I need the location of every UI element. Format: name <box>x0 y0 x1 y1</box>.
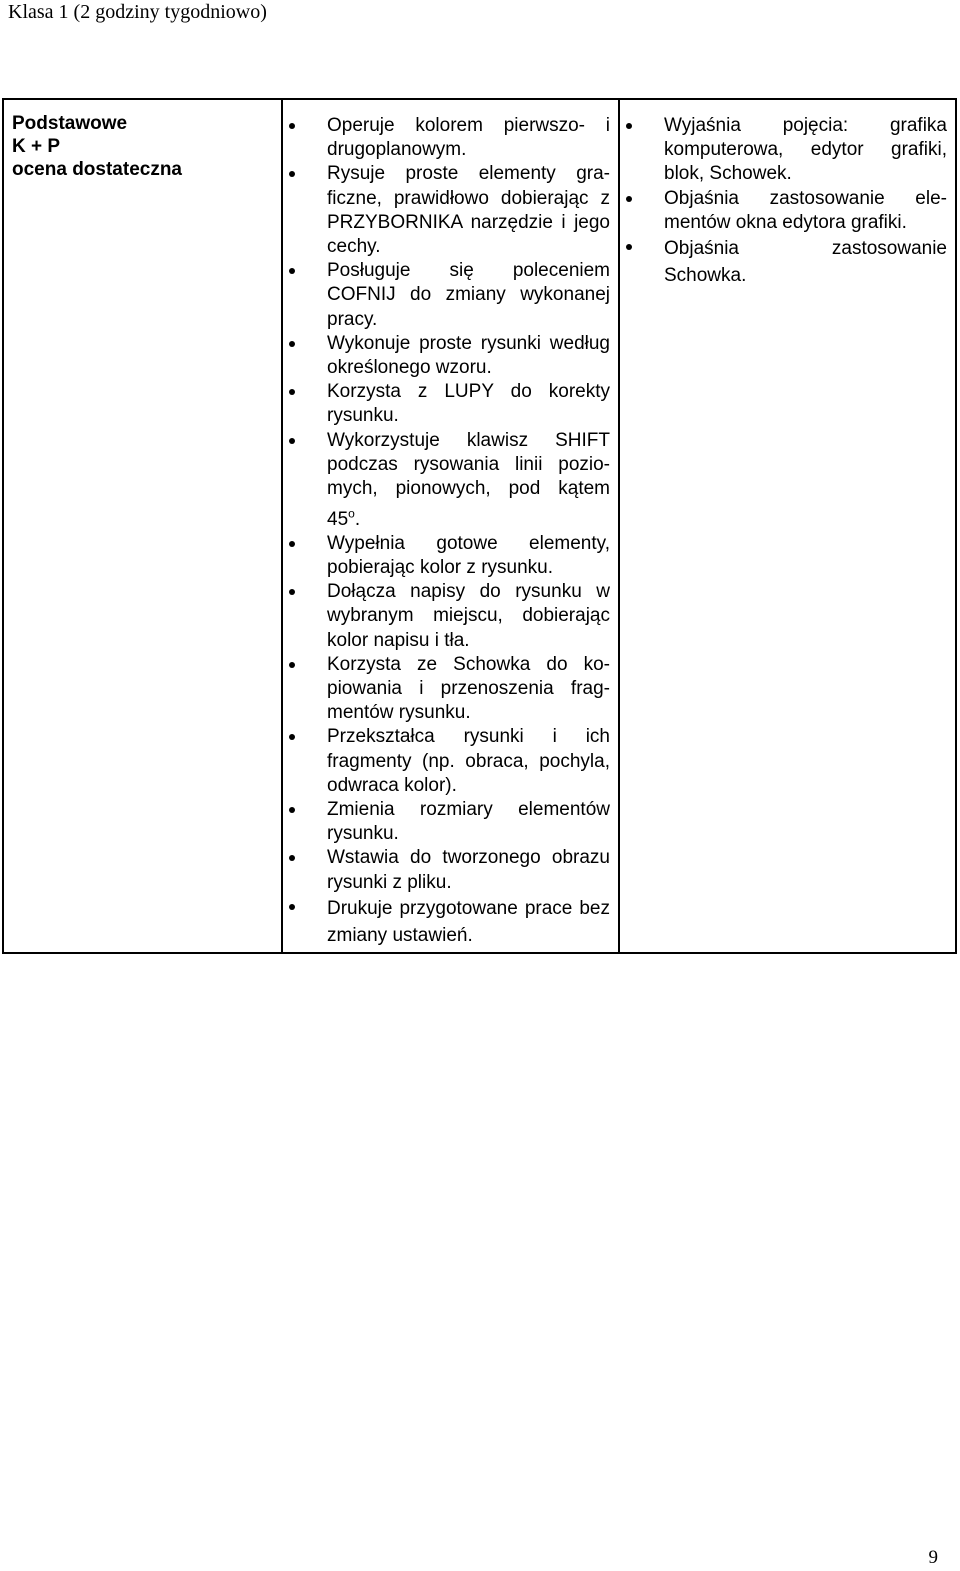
list-item <box>327 259 610 332</box>
list-item <box>327 580 610 653</box>
list-item <box>327 114 610 162</box>
table-row <box>3 99 956 953</box>
bullet-icon <box>289 341 295 347</box>
list-item-text: Wykonuje proste rysunki według określonego wzoru. <box>327 332 610 379</box>
bullet-icon <box>289 438 295 444</box>
list-item <box>664 114 947 187</box>
list-item-text: Wyjaśnia pojęcia: grafika komputerowa, edytor grafiki, blok, Schowek. <box>664 115 947 185</box>
list-item-text: Posługuje się poleceniem COFNIJ do zmiany wykonanej pracy. <box>327 260 610 330</box>
criteria-table <box>2 98 957 954</box>
bullet-icon <box>289 807 295 813</box>
basic-requirements-list <box>283 100 618 949</box>
list-item <box>327 653 610 726</box>
list-item <box>664 187 947 235</box>
bullet-icon <box>289 904 295 910</box>
list-item-text: Dołącza napisy do rysunku w wybranym miejscu, dobierając kolor napisu i tła. <box>327 581 610 651</box>
list-item-text: Operuje kolorem pierwszo- i drugoplanowym. <box>327 115 610 161</box>
extended-requirements-list <box>620 100 955 289</box>
page-number: 9 <box>928 1547 938 1568</box>
list-item <box>327 532 610 580</box>
list-item <box>327 332 610 380</box>
bullet-icon <box>289 389 295 395</box>
bullet-icon <box>289 123 295 129</box>
bullet-icon <box>626 244 632 250</box>
level-name: Podstawowe <box>12 113 128 134</box>
bullet-icon <box>289 171 295 177</box>
bullet-icon <box>289 855 295 861</box>
level-cell <box>3 99 282 953</box>
list-item-text: Objaśnia zastosowanie Schowka. <box>664 238 947 287</box>
list-item-text: Korzysta ze Schowka do kopiowania i przenoszenia fragmentów rysunku. <box>327 653 610 724</box>
basic-requirements-cell <box>282 99 619 953</box>
list-item-text: Wykorzystuje klawisz SHIFT podczas rysowania linii poziomych, pionowych, pod kątem 45$^o$. <box>327 429 610 530</box>
list-item-text: Drukuje przygotowane prace bez zmiany ustawień. <box>327 897 610 946</box>
list-item <box>664 235 947 289</box>
list-item-text: Rysuje proste elementy graficzne, prawidłowo dobierając z PRZYBORNIKA narzędzie i jego cechy. <box>327 163 610 258</box>
bullet-icon <box>289 589 295 595</box>
list-item-text: Korzysta z LUPY do korekty rysunku. <box>327 381 610 427</box>
bullet-icon <box>626 196 632 202</box>
level-code: K + P <box>12 136 61 157</box>
list-item <box>327 725 610 798</box>
list-item <box>327 162 610 259</box>
list-item <box>327 380 610 428</box>
bullet-icon <box>626 123 632 129</box>
list-item <box>327 798 610 846</box>
level-label <box>4 100 281 181</box>
list-item-text: Wstawia do tworzonego obrazu rysunki z pliku. <box>327 847 610 893</box>
list-item-text: Zmienia rozmiary elementów rysunku. <box>327 799 610 845</box>
bullet-icon <box>289 734 295 740</box>
bullet-icon <box>289 268 295 274</box>
bullet-icon <box>289 662 295 668</box>
list-item-text: Przekształca rysunki i ich fragmenty (np. obraca, pochyla, odwraca kolor). <box>327 726 610 796</box>
list-item <box>327 429 610 532</box>
level-grade: ocena dostateczna <box>12 159 182 180</box>
extended-requirements-cell <box>619 99 956 953</box>
list-item-text: Objaśnia zastosowanie elementów okna edytora grafiki. <box>664 187 947 233</box>
page-header: Klasa 1 (2 godziny tygodniowo) <box>8 1 267 23</box>
list-item <box>327 846 610 894</box>
list-item <box>327 895 610 949</box>
bullet-icon <box>289 541 295 547</box>
list-item-text: Wypełnia gotowe elementy, pobierając kolor z rysunku. <box>327 532 610 578</box>
